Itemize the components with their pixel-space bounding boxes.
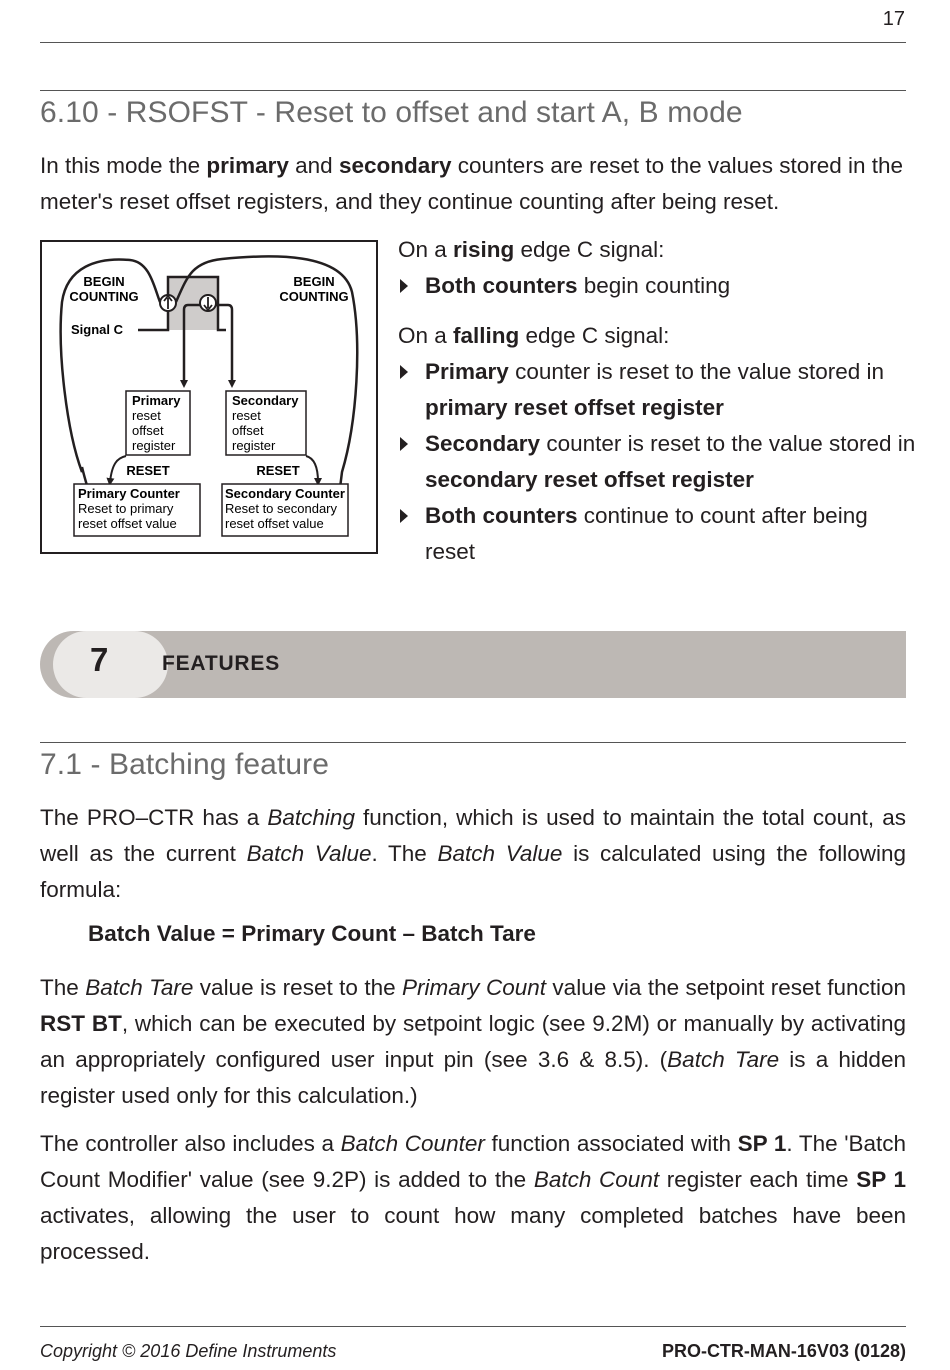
secondary-counter-line-3: reset offset value xyxy=(225,516,324,531)
edge-behavior-list xyxy=(398,232,918,570)
secondary-counter-line-1: Secondary Counter xyxy=(225,486,345,501)
bullet-triangle-icon xyxy=(400,509,408,523)
secondary-counter-line-2: Reset to secondary xyxy=(225,501,338,516)
footer-rule xyxy=(40,1326,906,1327)
section-6-10-title: 6.10 - RSOFST - Reset to offset and start A, B mode xyxy=(40,96,743,129)
primary-counter-line-3: reset offset value xyxy=(78,516,177,531)
rising-bullet-1: Both counters begin counting xyxy=(398,268,918,304)
diagram-svg xyxy=(42,242,380,556)
secondary-register-line-3: offset xyxy=(232,423,264,438)
copyright-text: Copyright © 2016 Define Instruments xyxy=(40,1341,337,1361)
secondary-register-line-1: Secondary xyxy=(232,393,299,408)
begin-counting-left-1: BEGIN xyxy=(83,274,125,289)
reset-right-label: RESET xyxy=(256,463,300,478)
batching-paragraph-3: The controller also includes a Batch Counter function associated with SP 1. The 'Batch Count Modifier' value (see 9.2P) is added to the Batch Count register each time SP 1 activates, allowing the user to count how many completed batches have been processed. xyxy=(40,1131,907,1264)
chapter-number-badge xyxy=(53,631,168,698)
batching-paragraph-1: The PRO–CTR has a Batching function, which is used to maintain the total count, as well as the current Batch Value. The Batch Value is calculated using the following formula: xyxy=(40,805,907,902)
section-7-1-rule xyxy=(40,742,906,743)
bullet-triangle-icon xyxy=(400,365,408,379)
falling-edge-lead: On a falling edge C signal: xyxy=(398,323,670,348)
primary-register-line-3: offset xyxy=(132,423,164,438)
begin-counting-right-1: BEGIN xyxy=(293,274,335,289)
falling-bullet-1: Primary counter is reset to the value stored in primary reset offset register xyxy=(398,354,918,426)
begin-counting-right-2: COUNTING xyxy=(279,289,349,304)
batch-value-formula: Batch Value = Primary Count – Batch Tare xyxy=(88,921,536,946)
document-id: PRO-CTR-MAN-16V03 (0128) xyxy=(661,1341,906,1361)
rising-edge-lead: On a rising edge C signal: xyxy=(398,237,665,262)
section-rule xyxy=(40,90,906,91)
header-rule xyxy=(40,42,906,43)
primary-register-line-1: Primary xyxy=(132,393,181,408)
primary-counter-line-1: Primary Counter xyxy=(78,486,180,501)
secondary-register-line-4: register xyxy=(232,438,276,453)
bullet-triangle-icon xyxy=(400,279,408,293)
section-6-10-intro: In this mode the primary and secondary counters are reset to the values stored in the meter's reset offset registers, and they continue counting after being reset. xyxy=(40,153,904,214)
falling-bullet-3: Both counters continue to count after being reset xyxy=(398,498,918,570)
page-number: 17 xyxy=(882,8,905,30)
primary-register-line-2: reset xyxy=(132,408,161,423)
reset-left-label: RESET xyxy=(126,463,170,478)
reset-offset-diagram xyxy=(40,240,378,554)
primary-counter-line-2: Reset to primary xyxy=(78,501,174,516)
secondary-register-line-2: reset xyxy=(232,408,261,423)
begin-counting-left-2: COUNTING xyxy=(69,289,139,304)
chapter-label: FEATURES xyxy=(162,652,281,675)
signal-c-label: Signal C xyxy=(71,322,124,337)
bullet-triangle-icon xyxy=(400,437,408,451)
falling-bullet-2: Secondary counter is reset to the value stored in secondary reset offset register xyxy=(398,426,918,498)
primary-register-line-4: register xyxy=(132,438,176,453)
chapter-number: 7 xyxy=(90,641,109,678)
section-7-1-title: 7.1 - Batching feature xyxy=(40,748,330,781)
batching-paragraph-2: The Batch Tare value is reset to the Primary Count value via the setpoint reset function RST BT, which can be executed by setpoint logic (see 9.2M) or manually by activating an appropriately configured user input pin (see 3.6 & 8.5). (Batch Tare is a hidden register used only for this calculation.) xyxy=(40,975,907,1108)
chapter-banner xyxy=(40,631,906,698)
